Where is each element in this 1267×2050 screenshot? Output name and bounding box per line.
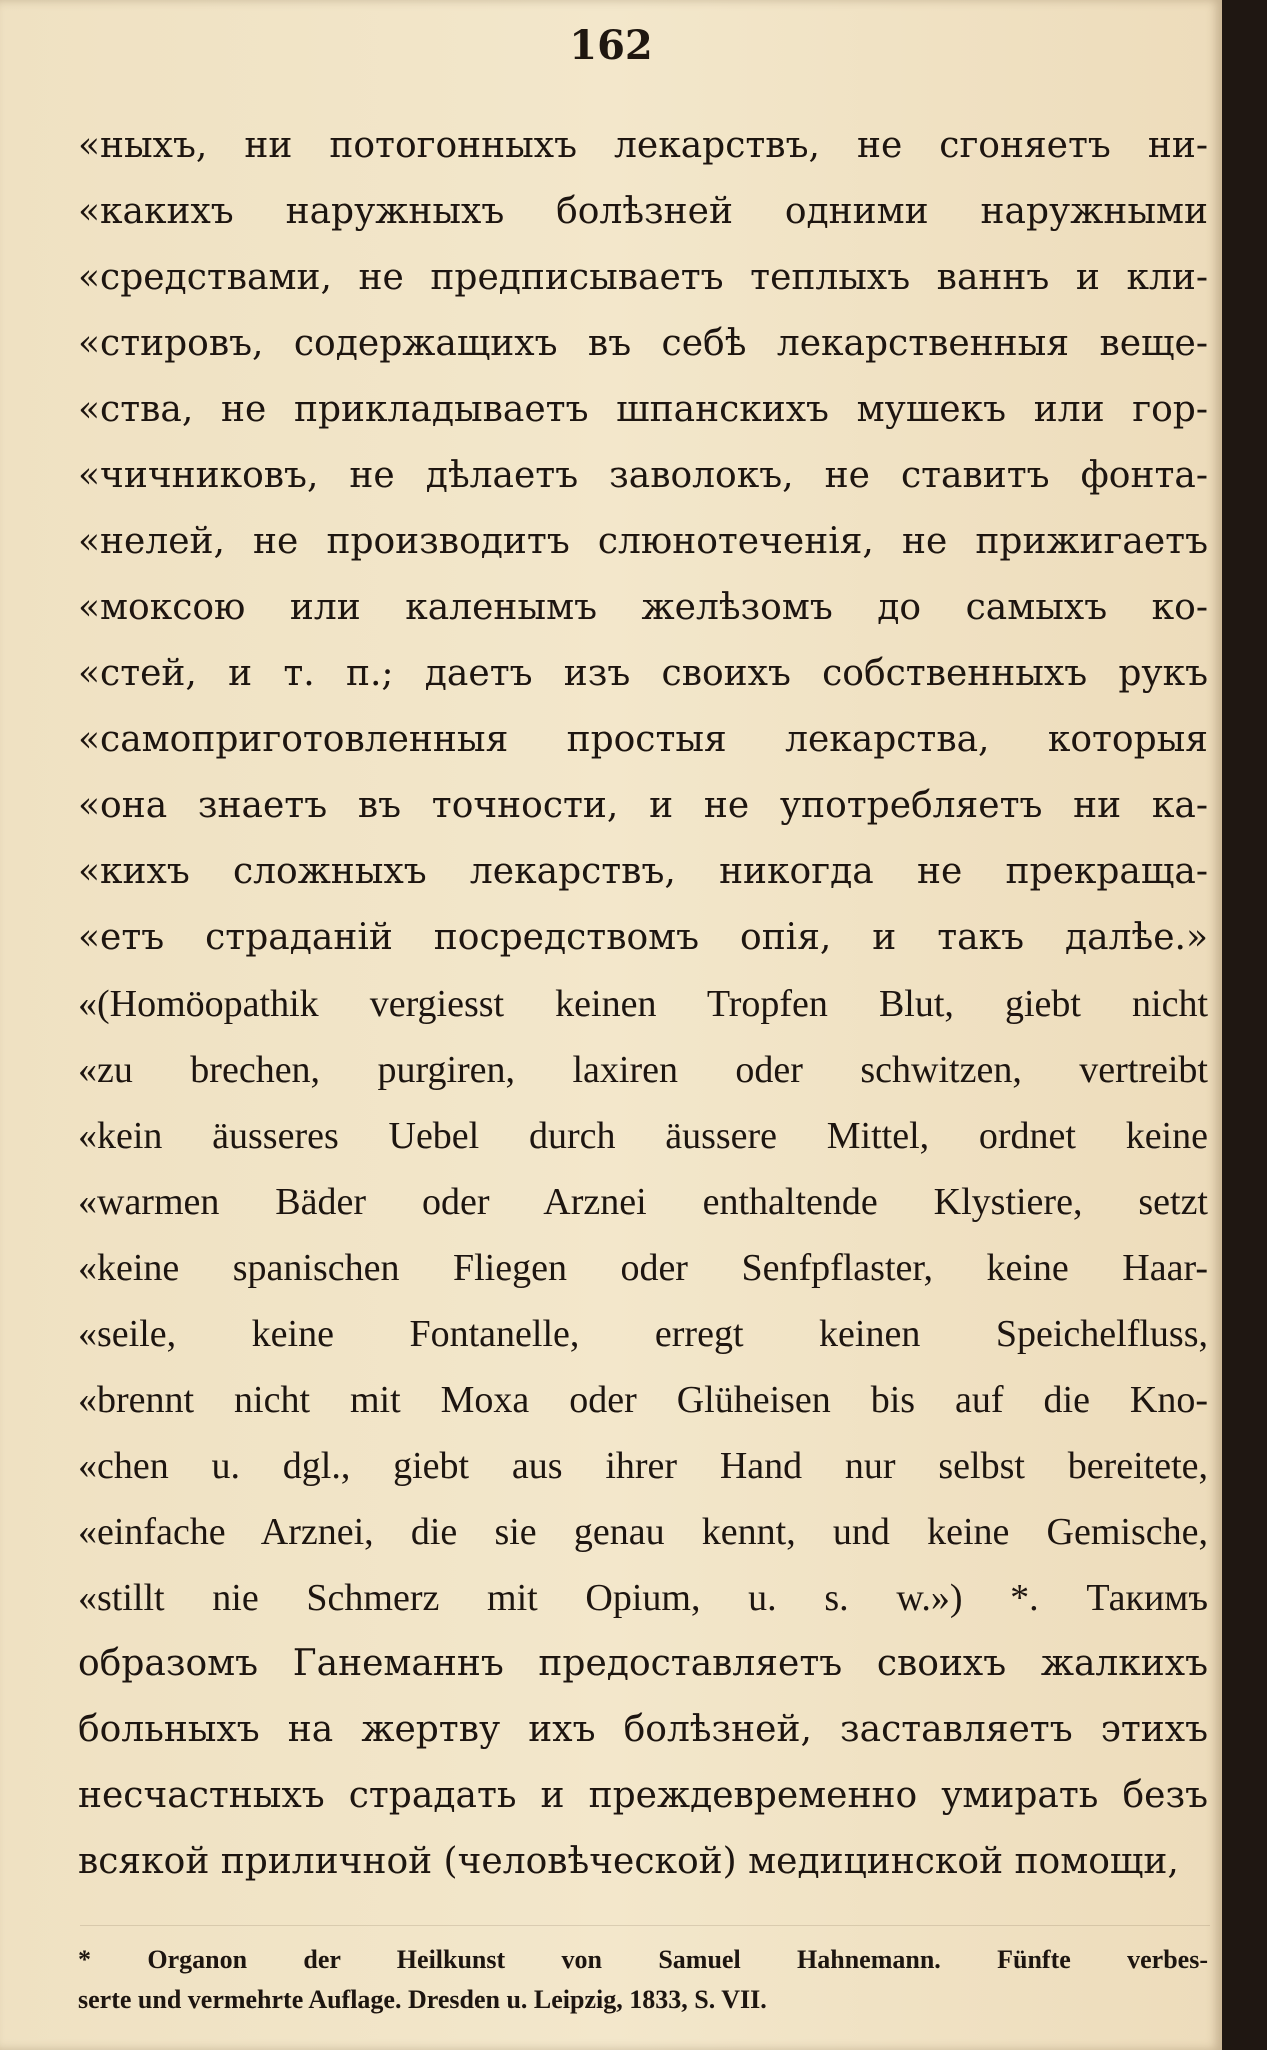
text-line: «кихъ сложныхъ лекарствъ, никогда не прекраща-: [78, 851, 1208, 892]
text-line: «kein äusseres Uebel durch äussere Mittel, ordnet keine: [78, 1115, 1208, 1157]
footnote-divider: [80, 1925, 1210, 1926]
text-line: «чичниковъ, не дѣлаетъ заволокъ, не ставитъ фонта-: [78, 455, 1208, 496]
text-line: «ныхъ, ни потогонныхъ лекарствъ, не сгоняетъ ни-: [78, 125, 1208, 166]
footnote-line: * Organon der Heilkunst von Samuel Hahnemann. Fünfte verbes-: [78, 1945, 1208, 1974]
text-line: «моксою или каленымъ желѣзомъ до самыхъ ко-: [78, 587, 1208, 628]
text-line: «einfache Arznei, die sie genau kennt, und keine Gemische,: [78, 1511, 1208, 1553]
text-line: «стей, и т. п.; даетъ изъ своихъ собственныхъ рукъ: [78, 653, 1208, 694]
text-line: «chen u. dgl., giebt aus ihrer Hand nur selbst bereitete,: [78, 1445, 1208, 1487]
text-line: «zu brechen, purgiren, laxiren oder schwitzen, vertreibt: [78, 1049, 1208, 1091]
text-line: «какихъ наружныхъ болѣзней одними наружными: [78, 191, 1208, 232]
text-line: больныхъ на жертву ихъ болѣзней, заставляетъ этихъ: [78, 1709, 1208, 1750]
text-line: «stillt nie Schmerz mit Opium, u. s. w.») *. Такимъ: [78, 1577, 1208, 1619]
page-number: 162: [569, 22, 653, 69]
text-line: «warmen Bäder oder Arznei enthaltende Klystiere, setzt: [78, 1181, 1208, 1223]
text-line: «етъ страданій посредствомъ опія, и такъ далѣе.»: [78, 917, 1208, 958]
footnote-line: serte und vermehrte Auflage. Dresden u. Leipzig, 1833, S. VII.: [78, 1985, 767, 2014]
text-line: «нелей, не производитъ слюнотеченія, не прижигаетъ: [78, 521, 1208, 562]
text-line: «она знаетъ въ точности, и не употребляетъ ни ка-: [78, 785, 1208, 826]
text-line: «ства, не прикладываетъ шпанскихъ мушекъ или гор-: [78, 389, 1208, 430]
text-line: несчастныхъ страдать и преждевременно умирать безъ: [78, 1775, 1208, 1816]
text-line: «seile, keine Fontanelle, erregt keinen Speichelfluss,: [78, 1313, 1208, 1355]
text-line: «стировъ, содержащихъ въ себѣ лекарственныя веще-: [78, 323, 1208, 364]
text-line: образомъ Ганеманнъ предоставляетъ своихъ жалкихъ: [78, 1643, 1208, 1684]
text-line: «(Homöopathik vergiesst keinen Tropfen Blut, giebt nicht: [78, 983, 1208, 1025]
text-line: всякой приличной (человѣческой) медицинской помощи,: [78, 1841, 1179, 1882]
text-line: «brennt nicht mit Moxa oder Glüheisen bis auf die Kno-: [78, 1379, 1208, 1421]
text-line: «средствами, не предписываетъ теплыхъ ваннъ и кли-: [78, 257, 1208, 298]
text-line: «самоприготовленныя простыя лекарства, которыя: [78, 719, 1208, 760]
text-line: «keine spanischen Fliegen oder Senfpflaster, keine Haar-: [78, 1247, 1208, 1289]
